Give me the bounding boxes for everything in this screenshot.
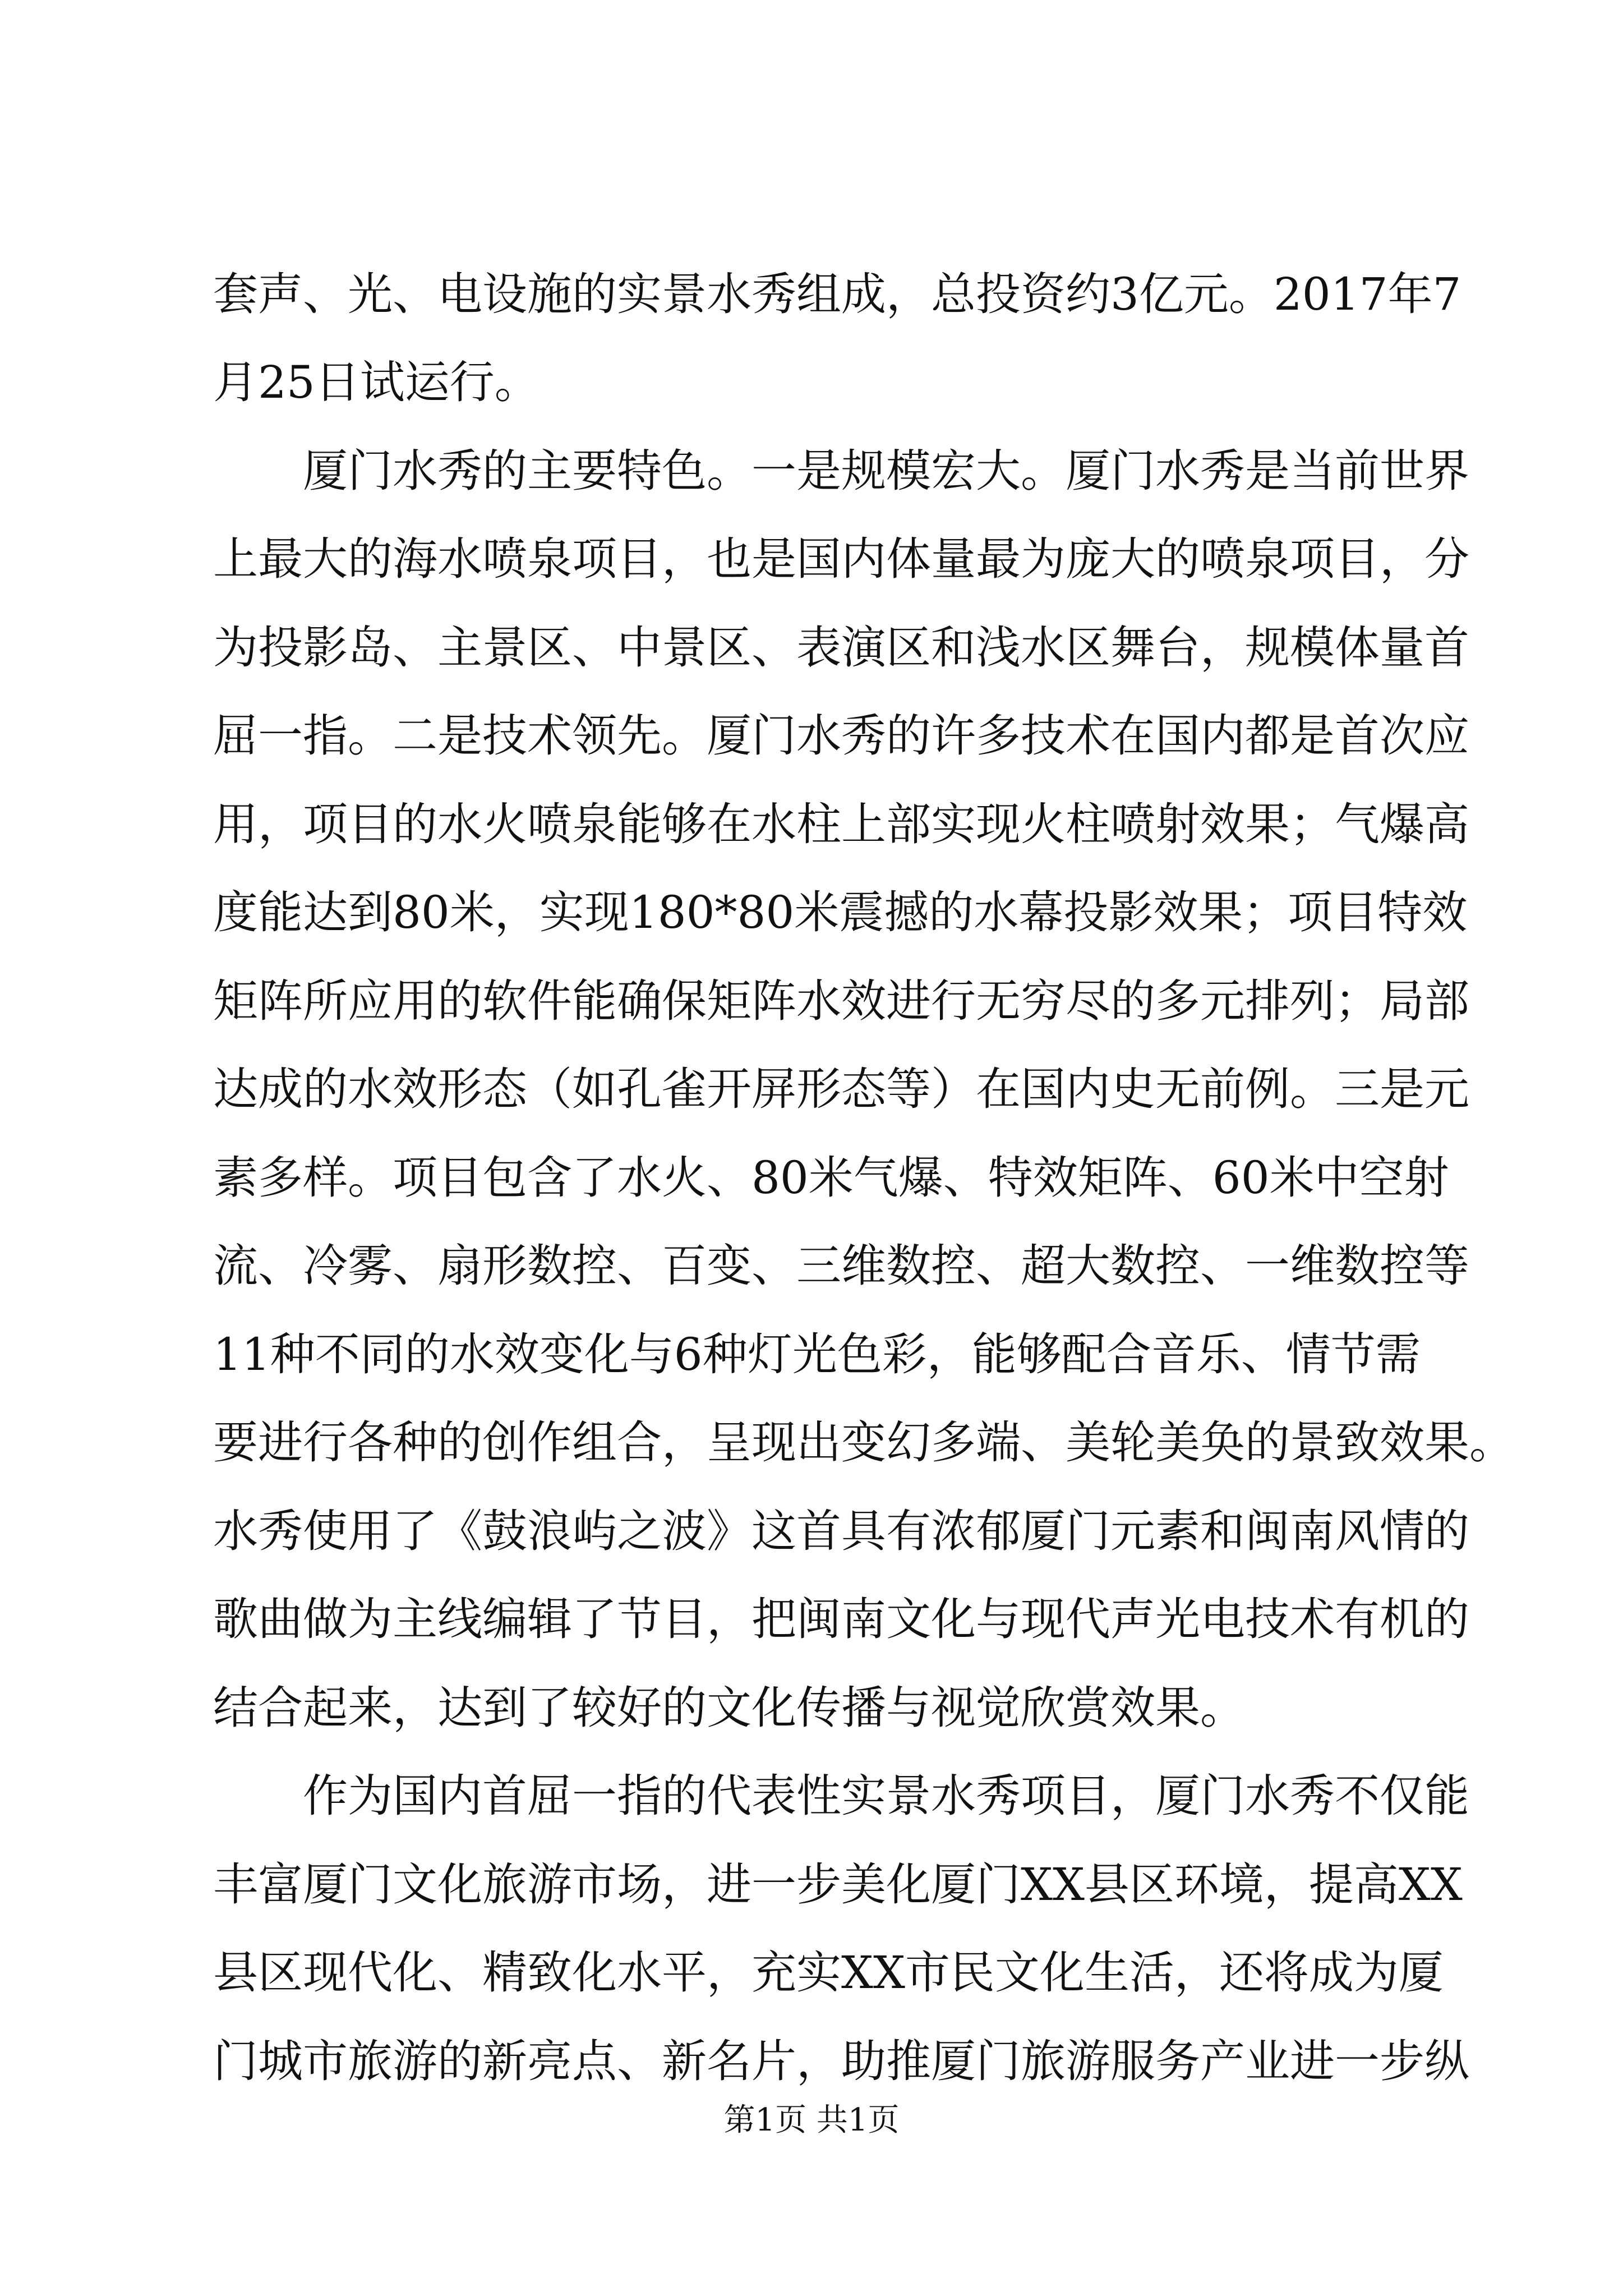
text-line: 结合起来，达到了较好的文化传播与视觉欣赏效果。 <box>213 1682 1245 1734</box>
text-line: 歌曲做为主线编辑了节目，把闽南文化与现代声光电技术有机的 <box>213 1593 1469 1645</box>
text-line: 丰富厦门文化旅游市场，进一步美化厦门XX县区环境，提高XX <box>213 1858 1463 1911</box>
text-line: 套声、光、电设施的实景水秀组成，总投资约3亿元。2017年7 <box>213 268 1461 320</box>
text-line: 门城市旅游的新亮点、新名片，助推厦门旅游服务产业进一步纵 <box>213 2035 1469 2087</box>
text-line: 素多样。项目包含了水火、80米气爆、特效矩阵、60米中空射 <box>213 1152 1449 1204</box>
text-line: 为投影岛、主景区、中景区、表演区和浅水区舞台，规模体量首 <box>213 622 1469 674</box>
page-footer <box>0 2095 1623 2140</box>
text-line: 水秀使用了《鼓浪屿之波》这首具有浓郁厦门元素和闽南风情的 <box>213 1505 1469 1557</box>
text-line: 要进行各种的创作组合，呈现出变幻多端、美轮美奂的景致效果。 <box>213 1416 1514 1469</box>
text-line: 上最大的海水喷泉项目，也是国内体量最为庞大的喷泉项目，分 <box>213 533 1469 585</box>
text-line: 用，项目的水火喷泉能够在水柱上部实现火柱喷射效果；气爆高 <box>213 798 1469 850</box>
page-number-label: 第1页 共1页 <box>723 2102 900 2138</box>
text-line: 厦门水秀的主要特色。一是规模宏大。厦门水秀是当前世界 <box>213 445 1469 497</box>
text-line: 11种不同的水效变化与6种灯光色彩，能够配合音乐、情节需 <box>213 1328 1421 1381</box>
text-line: 屈一指。二是技术领先。厦门水秀的许多技术在国内都是首次应 <box>213 710 1469 762</box>
text-line: 县区现代化、精致化水平，充实XX市民文化生活，还将成为厦 <box>213 1947 1444 1999</box>
text-line: 达成的水效形态（如孔雀开屏形态等）在国内史无前例。三是元 <box>213 1063 1469 1115</box>
text-line: 矩阵所应用的软件能确保矩阵水效进行无穷尽的多元排列；局部 <box>213 975 1469 1027</box>
text-line: 作为国内首屈一指的代表性实景水秀项目，厦门水秀不仅能 <box>213 1770 1469 1822</box>
text-line: 月25日试运行。 <box>213 356 540 408</box>
text-line: 度能达到80米，实现180*80米震撼的水幕投影效果；项目特效 <box>213 886 1468 938</box>
text-line: 流、冷雾、扇形数控、百变、三维数控、超大数控、一维数控等 <box>213 1240 1469 1292</box>
